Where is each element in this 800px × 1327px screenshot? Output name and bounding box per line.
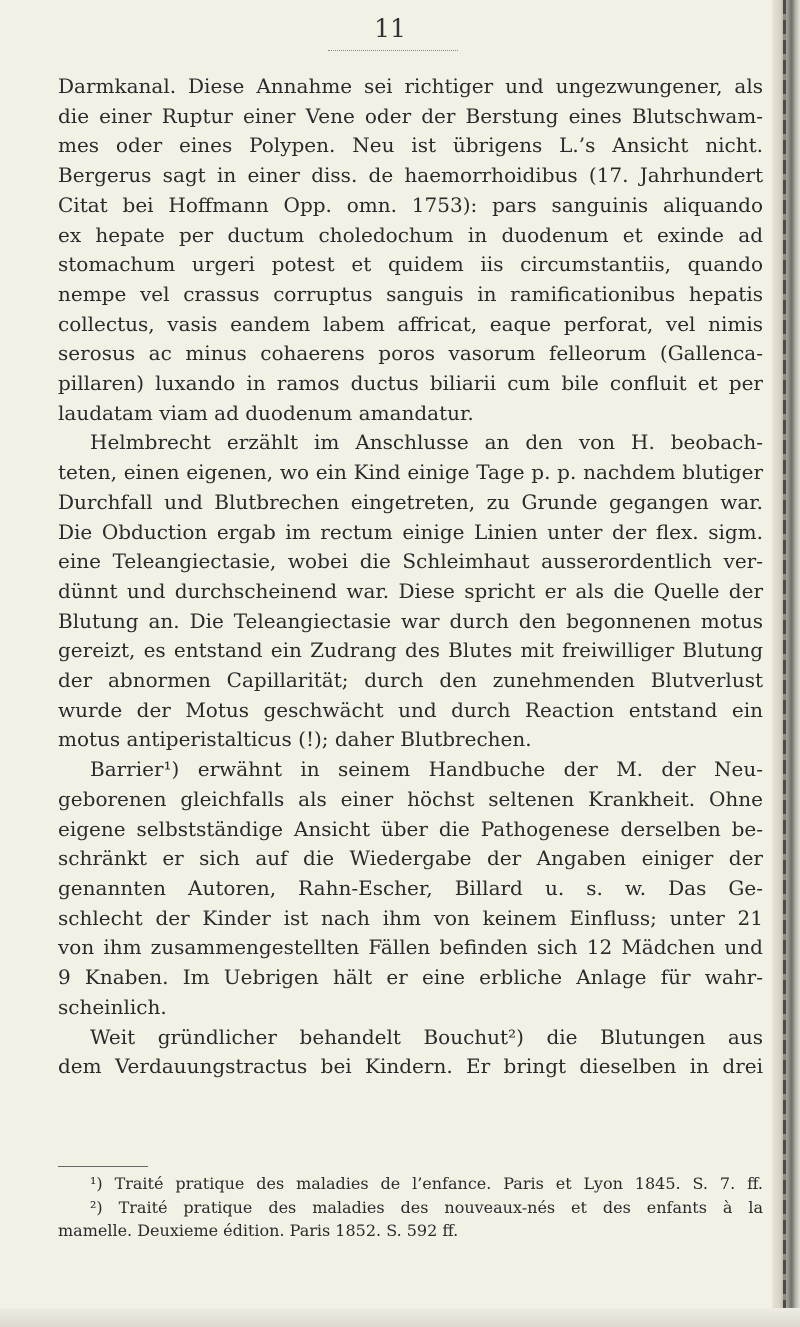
text-line: der abnormen Capillarität; durch den zunehmenden Blutverlust [58, 668, 763, 693]
text-line: Die Obduction ergab im rectum einige Linien unter der flex. sigm. [58, 519, 763, 544]
text-line: collectus, vasis eandem labem affricat, eaque perforat, vel nimis [58, 311, 763, 336]
text-line: serosus ac minus cohaerens poros vasorum felleorum (Gallenca- [58, 341, 763, 366]
text-line: motus antiperistalticus (!); daher Blutbrechen. [58, 727, 532, 752]
text-line: Bergerus sagt in einer diss. de haemorrhoidibus (17. Jahrhundert [58, 163, 763, 188]
book-binding-edge [783, 0, 786, 1327]
body-text [58, 72, 763, 1082]
footnotes [58, 1172, 763, 1243]
text-line: geborenen gleichfalls als einer höchst seltenen Krankheit. Ohne [58, 786, 763, 811]
text-line: genannten Autoren, Rahn-Escher, Billard u. s. w. Das Ge- [58, 875, 763, 900]
footnote-1: ¹) Traité pratique des maladies de l’enfance. Paris et Lyon 1845. S. 7. ff. [90, 1174, 763, 1193]
text-line: wurde der Motus geschwächt und durch Reaction entstand ein [58, 697, 763, 722]
text-line: scheinlich. [58, 994, 167, 1019]
text-line: nempe vel crassus corruptus sanguis in ramificationibus hepatis [58, 281, 763, 306]
text-line: pillaren) luxando in ramos ductus biliarii cum bile confluit et per [58, 371, 763, 396]
text-line: Citat bei Hoffmann Opp. omn. 1753): pars sanguinis aliquando [58, 192, 763, 217]
text-line: stomachum urgeri potest et quidem iis circumstantiis, quando [58, 252, 763, 277]
text-line: Darmkanal. Diese Annahme sei richtiger und ungezwungener, als [58, 74, 763, 98]
text-line: eigene selbstständige Ansicht über die Pathogenese derselben be- [58, 816, 763, 841]
text-line: schlecht der Kinder ist nach ihm von keinem Einfluss; unter 21 [58, 905, 763, 930]
text-line: mes oder eines Polypen. Neu ist übrigens L.’s Ansicht nicht. [58, 133, 763, 158]
text-line: schränkt er sich auf die Wiedergabe der Angaben einiger der [58, 846, 763, 871]
text-line: dünnt und durchscheinend war. Diese spricht er als die Quelle der [58, 578, 763, 603]
text-line: Barrier¹) erwähnt in seinem Handbuche der M. der Neu- [90, 757, 763, 782]
text-line: Helmbrecht erzählt im Anschlusse an den von H. beobach- [90, 430, 763, 455]
text-line: Durchfall und Blutbrechen eingetreten, zu Grunde gegangen war. [58, 489, 763, 514]
footnote-2: ²) Traité pratique des maladies des nouveaux-nés et des enfants à la [90, 1197, 763, 1217]
header-ornament-rule [328, 50, 458, 54]
text-line: die einer Ruptur einer Vene oder der Berstung eines Blutschwam- [58, 103, 763, 128]
text-line: Blutung an. Die Teleangiectasie war durch den begonnenen motus [58, 608, 763, 633]
page-number: 11 [374, 14, 406, 43]
text-line: 9 Knaben. Im Uebrigen hält er eine erbliche Anlage für wahr- [58, 965, 763, 990]
text-line: teten, einen eigenen, wo ein Kind einige Tage p. p. nachdem blutiger [58, 460, 763, 485]
text-line: laudatam viam ad duodenum amandatur. [58, 400, 474, 425]
footnote-separator [58, 1166, 148, 1167]
text-line: von ihm zusammengestellten Fällen befinden sich 12 Mädchen und [58, 935, 763, 960]
text-line: eine Teleangiectasie, wobei die Schleimhaut ausserordentlich ver- [58, 549, 763, 574]
text-line: dem Verdauungstractus bei Kindern. Er bringt dieselben in drei [58, 1054, 763, 1079]
page-bottom-edge [0, 1308, 800, 1327]
text-line: gereizt, es entstand ein Zudrang des Blutes mit freiwilliger Blutung [58, 638, 763, 663]
text-line: Weit gründlicher behandelt Bouchut²) die Blutungen aus [90, 1024, 763, 1049]
book-gutter-shadow [772, 0, 800, 1327]
footnote-2-continued: mamelle. Deuxieme édition. Paris 1852. S. 592 ff. [58, 1221, 459, 1240]
text-line: ex hepate per ductum choledochum in duodenum et exinde ad [58, 222, 763, 247]
